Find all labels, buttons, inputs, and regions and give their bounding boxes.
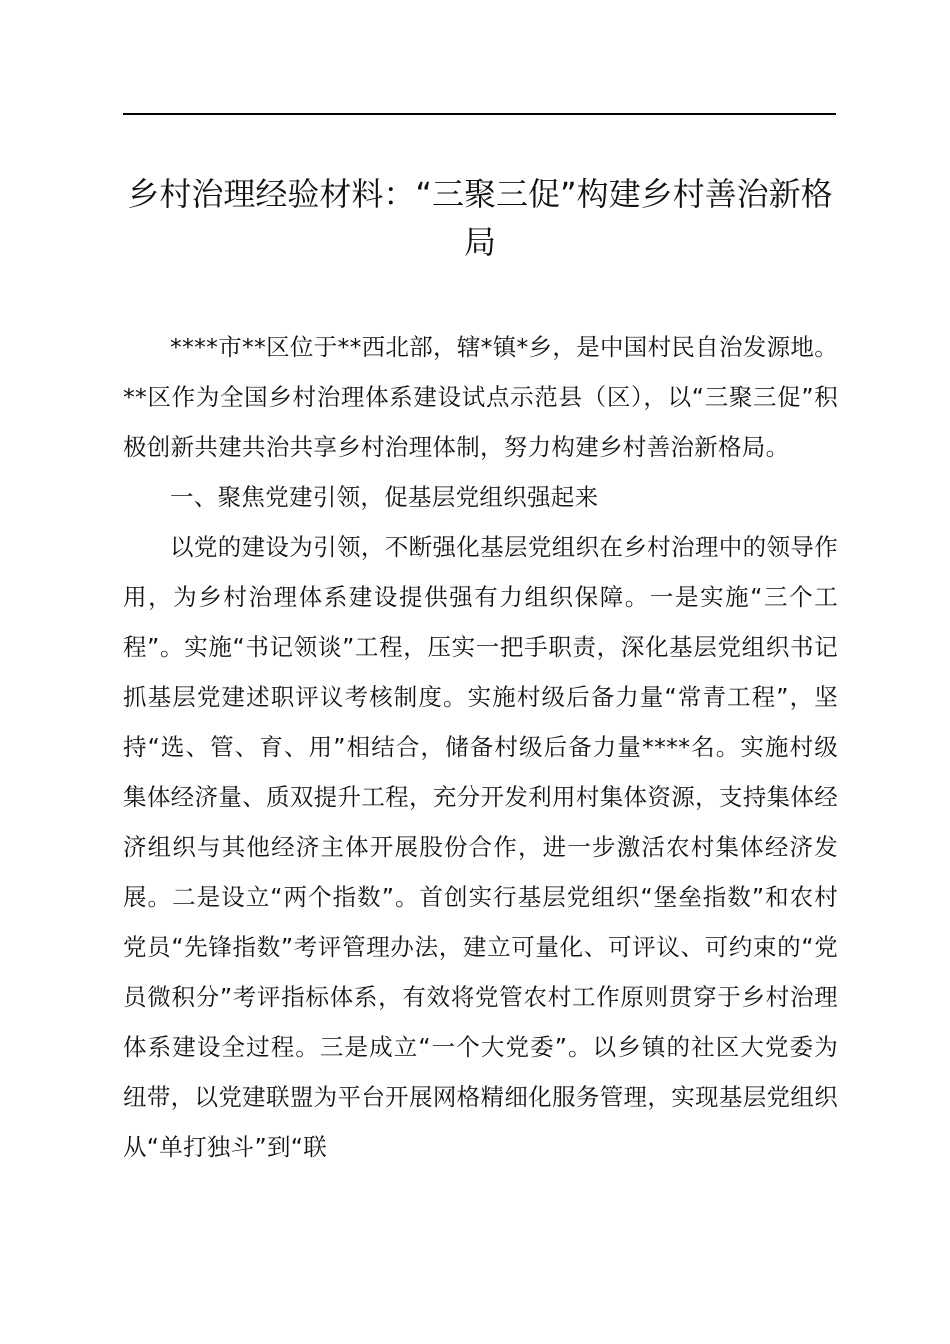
document-body	[123, 322, 838, 1172]
document-title: 乡村治理经验材料：“三聚三促”构建乡村善治新格局	[127, 175, 833, 261]
header-rule	[123, 113, 836, 115]
section-heading-1: 一、聚焦党建引领，促基层党组织强起来	[170, 483, 599, 511]
paragraph-intro: ****市**区位于**西北部，辖*镇*乡，是中国村民自治发源地。**区作为全国乡村治理体系建设试点示范县（区），以“三聚三促”积极创新共建共治共享乡村治理体制，努力构建乡村善治新格局。	[123, 333, 838, 461]
paragraph-section-1: 以党的建设为引领，不断强化基层党组织在乡村治理中的领导作用，为乡村治理体系建设提供强有力组织保障。一是实施“三个工程”。实施“书记领谈”工程，压实一把手职责，深化基层党组织书记抓基层党建述职评议考核制度。实施村级后备力量“常青工程”，坚持“选、管、育、用”相结合，储备村级后备力量****名。实施村级集体经济量、质双提升工程，充分开发利用村集体资源，支持集体经济组织与其他经济主体开展股份合作，进一步激活农村集体经济发展。二是设立“两个指数”。首创实行基层党组织“堡垒指数”和农村党员“先锋指数”考评管理办法，建立可量化、可评议、可约束的“党员微积分”考评指标体系，有效将党管农村工作原则贯穿于乡村治理体系建设全过程。三是成立“一个大党委”。以乡镇的社区大党委为纽带，以党建联盟为平台开展网格精细化服务管理，实现基层党组织从“单打独斗”到“联	[123, 533, 838, 1161]
